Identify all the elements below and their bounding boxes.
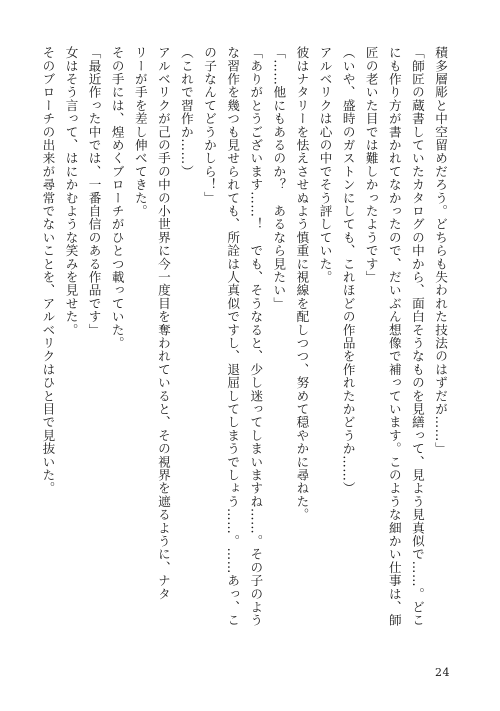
text-line: （これで習作か……） [178,46,194,178]
vertical-text-block [40,46,452,646]
text-line: アルベリクが己の手の中の小世界に今一度目を奪われていると、その視界を遮るように、ナタ [155,46,171,601]
text-line: アルベリクは心の中でそう評していた。 [317,46,333,284]
text-line: な習作を幾つも見せられても、所詮は人真似ですし、退屈してしまうでしょう……。……あっ、こ [225,46,241,627]
text-line: 「最近作った中では、一番自信のある作品です」 [86,46,102,337]
text-line: 「……他にもあるのか？ あるなら見たい」 [271,46,287,310]
text-line: 「ありがとうございます……！ でも、そうなると、少し迷ってしまいますね……。その子のよう [248,46,264,627]
text-line: その手には、煌めくブローチがひとつ載っていた。 [109,46,125,350]
text-line: 「師匠の蔵書していたカタログの中から、面白そうなものを見繕って、見よう見真似で……。どこ [409,46,425,627]
text-line: 匠の老いた目では難しかったようです」 [363,46,379,284]
text-line: 積多層彫と中空留めだろう。どちらも失われた技法のはずだが……」 [433,46,448,456]
text-line: そのブローチの出来が尋常でないことを、アルベリクはひと目で見抜いた。 [40,46,56,495]
text-line: にも作り方が書かれてなかったので、だいぶん想像で補っています。このような細かい仕事は、師 [386,46,402,627]
page-number: 24 [435,666,450,679]
text-line: （いや、盛時のガストンにしても、これほどの作品を作れたかどうか……） [340,46,356,495]
text-line: 彼はナタリーを怯えさせぬよう慎重に視線を配しつつ、努めて穏やかに尋ねた。 [294,46,310,522]
text-line: 女はそう言って、はにかむような笑みを見せた。 [63,46,79,337]
text-line: の子なんてどうかしら！」 [202,46,218,205]
text-line: リーが手を差し伸べてきた。 [132,46,148,218]
